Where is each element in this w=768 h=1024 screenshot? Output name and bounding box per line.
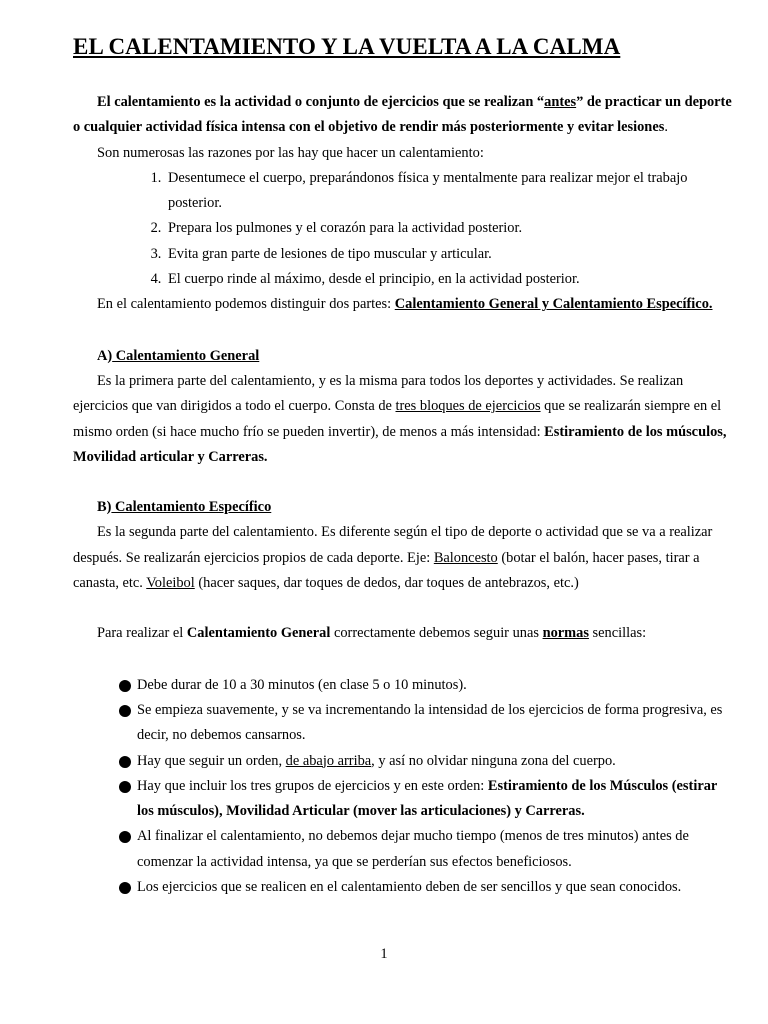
norm-bold: Estiramiento de los Músculos (estirar los músculos), Movilidad Articular (mover las articulaciones) y Carreras. — [137, 777, 718, 820]
section-a-bold-list: Estiramiento de los músculos, Movilidad articular y Carreras. — [73, 423, 727, 465]
norm-item — [73, 698, 735, 749]
norm-text-before: Hay que incluir los tres grupos de ejercicios y en este orden: — [137, 777, 488, 794]
bullet-icon — [119, 756, 131, 768]
reasons-list — [73, 166, 735, 292]
bullet-icon — [119, 680, 131, 692]
section-a-underlined: tres bloques de ejercicios — [395, 398, 541, 415]
section-a-letter: A) — [97, 347, 113, 364]
intro-paragraph — [73, 90, 735, 141]
example-baloncesto: Baloncesto — [433, 549, 498, 566]
norms-list — [73, 673, 735, 901]
reason-item: 3. Evita gran parte de lesiones de tipo muscular y articular. — [165, 242, 735, 267]
norms-intro-text-2: correctamente debemos seguir unas — [330, 625, 543, 642]
spacer — [73, 318, 735, 344]
page-number: 1 — [380, 946, 388, 962]
reasons-intro: Son numerosas las razones por las hay que hacer un calentamiento: — [97, 144, 484, 161]
section-a-text-2: que se realizarán siempre en el mismo orden (si hace mucho frío se pueden invertir), de menos a más intensidad: — [73, 398, 722, 440]
norm-text-after: , y así no olvidar ninguna zona del cuerpo. — [371, 752, 616, 769]
parts-text: En el calentamiento podemos distinguir dos partes: — [97, 296, 395, 313]
spacer — [73, 596, 735, 621]
intro-underlined-word: antes — [544, 94, 577, 110]
section-a-heading — [73, 344, 735, 369]
example-voleibol: Voleibol — [146, 575, 195, 592]
norm-item — [73, 774, 735, 825]
norms-intro-text-3: sencillas: — [588, 625, 647, 642]
section-a-paragraph — [73, 369, 735, 470]
parts-sentence — [73, 292, 735, 317]
norm-item — [73, 824, 735, 875]
norm-text: Debe durar de 10 a 30 minutos (en clase 5 o 10 minutos). — [137, 676, 467, 693]
parts-names: Calentamiento General y Calentamiento Específico. — [394, 296, 713, 313]
norm-text: Los ejercicios que se realicen en el calentamiento deben de ser sencillos y que sean conocidos. — [137, 879, 682, 896]
norms-intro — [73, 621, 735, 646]
bullet-icon — [119, 781, 131, 793]
section-b-text-2: (botar el balón, hacer pases, tirar a canasta, etc. — [73, 549, 700, 592]
norms-intro-text-1: Para realizar el — [97, 625, 187, 642]
norm-item — [73, 749, 735, 774]
bullet-icon — [119, 705, 131, 717]
spacer — [73, 470, 735, 495]
norms-word: normas — [542, 625, 589, 642]
section-b-text-1: Es la segunda parte del calentamiento. Es diferente según el tipo de deporte o actividad que se va a realizar después. Se realizarán ejercicios propios de cada deporte. Eje: — [73, 524, 713, 566]
section-b-title: Calentamiento Específico — [111, 499, 272, 516]
bullet-icon — [119, 831, 131, 843]
document-body — [73, 90, 735, 900]
norm-item — [73, 673, 735, 698]
section-a-title: Calentamiento General — [112, 347, 260, 364]
norm-text: Se empieza suavemente, y se va incrementando la intensidad de los ejercicios de forma progresiva, es decir, no debemos cansarnos. — [137, 701, 723, 744]
spacer — [73, 647, 735, 673]
norms-intro-bold: Calentamiento General — [186, 625, 331, 642]
section-b-letter: B) — [97, 499, 112, 516]
reason-item: 1. Desentumece el cuerpo, preparándonos física y mentalmente para realizar mejor el trabajo posterior. — [165, 166, 735, 217]
intro-bold-start: El calentamiento es la actividad o conjunto de ejercicios que se realizan “ — [97, 94, 545, 110]
section-b-paragraph — [73, 520, 735, 596]
norm-text: Al finalizar el calentamiento, no debemos dejar mucho tiempo (menos de tres minutos) antes de comenzar la actividad intensa, ya que se perderían sus efectos beneficiosos. — [137, 828, 689, 870]
section-b-heading — [73, 495, 735, 520]
reason-item: 2. Prepara los pulmones y el corazón para la actividad posterior. — [165, 216, 735, 241]
document-title: EL CALENTAMIENTO Y LA VUELTA A LA CALMA — [73, 34, 621, 59]
intro-bold-end: ” de practicar un deporte o cualquier actividad física intensa con el objetivo de rendir más posteriormente y evitar lesiones — [73, 94, 732, 136]
section-a-text-1: Es la primera parte del calentamiento, y es la misma para todos los deportes y actividades. Se realizan ejercicios que van dirigidos a todo el cuerpo. Consta de — [73, 372, 684, 415]
bullet-icon — [119, 882, 131, 894]
intro-period: . — [664, 119, 668, 136]
reason-item: 4. El cuerpo rinde al máximo, desde el principio, en la actividad posterior. — [165, 267, 735, 292]
norm-text-before: Hay que seguir un orden, — [137, 752, 286, 769]
norm-item — [73, 875, 735, 900]
section-b-text-3: (hacer saques, dar toques de dedos, dar toques de antebrazos, etc.) — [194, 575, 579, 592]
norm-underlined: de abajo arriba — [285, 752, 372, 769]
